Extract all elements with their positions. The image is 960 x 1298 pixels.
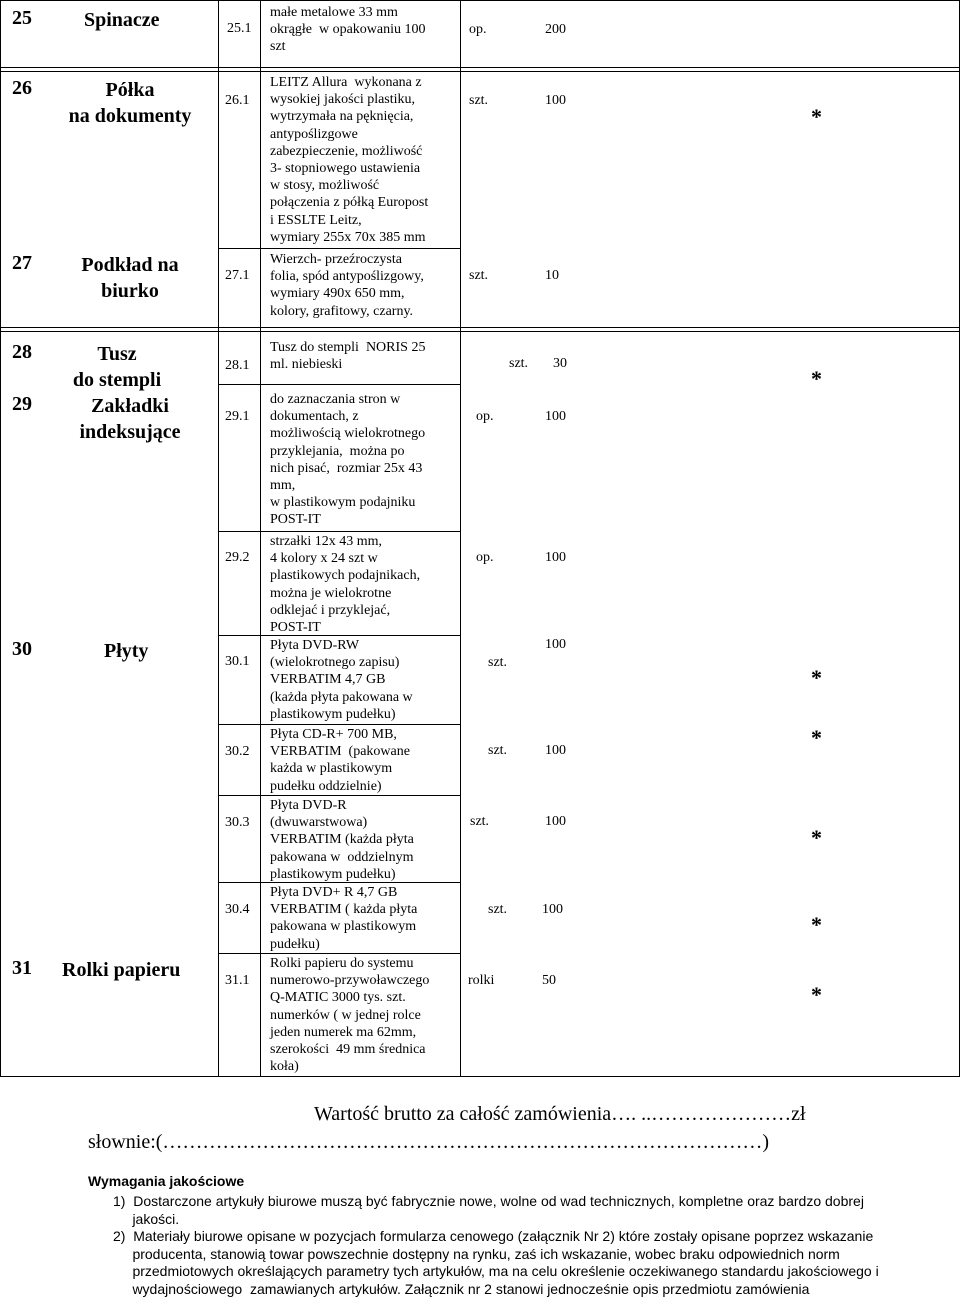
- item-name: Spinacze: [84, 9, 160, 31]
- total-in-words: słownie:(………………………………………………………………………………): [88, 1131, 770, 1153]
- item-index: 28.1: [225, 358, 250, 373]
- row-divider: [0, 67, 960, 68]
- item-name: Półka na dokumenty: [68, 79, 192, 127]
- asterisk-mark: *: [811, 912, 822, 937]
- item-description: Płyta DVD+ R 4,7 GB VERBATIM ( każda płyta pakowana w plastikowym pudełku): [270, 885, 418, 952]
- item-quantity: 100: [542, 902, 563, 917]
- item-description: małe metalowe 33 mm okrągłe w opakowaniu 100 szt: [270, 5, 426, 55]
- quality-requirements-heading: Wymagania jakościowe: [88, 1173, 245, 1189]
- item-name: Płyty: [104, 640, 149, 662]
- item-quantity: 100: [545, 743, 566, 758]
- item-description: do zaznaczania stron w dokumentach, z możliwością wielokrotnego przyklejania, można po nich pisać, rozmiar 25x 43 mm, w plastikowym podajniku POST-IT: [270, 392, 426, 528]
- item-unit: op.: [469, 22, 487, 37]
- item-description: Rolki papieru do systemu numerowo-przywoławczego Q-MATIC 3000 tys. szt. numerków ( w jednej rolce jeden numerek ma 62mm, szerokości 49 mm średnica koła): [270, 956, 430, 1075]
- item-unit: op.: [476, 409, 494, 424]
- item-index: 26.1: [225, 93, 250, 108]
- asterisk-mark: *: [811, 104, 822, 129]
- item-name: Tusz do stempli: [72, 343, 162, 391]
- item-quantity: 30: [553, 356, 567, 371]
- row-divider: [218, 531, 460, 532]
- item-index: 30.3: [225, 815, 250, 830]
- item-unit: op.: [476, 550, 494, 565]
- row-divider: [218, 384, 460, 385]
- item-unit: szt.: [469, 93, 489, 108]
- asterisk-mark: *: [811, 982, 822, 1007]
- table-border-top: [0, 0, 960, 1]
- item-description: Tusz do stempli NORIS 25 ml. niebieski: [270, 340, 426, 373]
- item-index: 30.2: [225, 744, 250, 759]
- column-divider: [260, 0, 261, 1077]
- quality-requirement-1: 1) Dostarczone artykuły biurowe muszą być fabrycznie nowe, wolne od wad technicznych, kompletne oraz bardzo dobrej jakości.: [113, 1193, 864, 1227]
- item-index: 29.2: [225, 550, 250, 565]
- item-number: 27: [12, 252, 32, 274]
- asterisk-mark: *: [811, 725, 822, 750]
- item-name: Podkład na biurko: [81, 254, 179, 302]
- item-number: 30: [12, 638, 32, 660]
- item-quantity: 100: [545, 93, 566, 108]
- item-index: 27.1: [225, 268, 250, 283]
- item-quantity: 50: [542, 973, 556, 988]
- item-description: Płyta DVD-RW (wielokrotnego zapisu) VERBATIM 4,7 GB (każda płyta pakowana w plastikowym pudełku): [270, 638, 413, 722]
- row-divider: [0, 71, 960, 72]
- item-quantity: 100: [545, 814, 566, 829]
- item-description: Wierzch- przeźroczysta folia, spód antypoślizgowy, wymiary 490x 650 mm, kolory, grafitowy, czarny.: [270, 252, 424, 319]
- item-unit: rolki: [468, 973, 495, 988]
- quality-requirement-2: 2) Materiały biurowe opisane w pozycjach formularza cenowego (załącznik Nr 2) które zostały opisane poprzez wskazanie producenta, stanowią towar powszechnie dostępny na rynku, zaś ich wskazanie, wobec braku odpowiednich norm przedmiotowych określających parametry tych artykułów, ma na celu określenie oczekiwanego standardu jakościowego i wydajnościowego zamawianych artykułów. Załącznik nr 2 stanowi jednocześnie opis przedmiotu zamówienia: [113, 1228, 879, 1297]
- item-quantity: 10: [545, 268, 559, 283]
- asterisk-mark: *: [811, 665, 822, 690]
- item-number: 29: [12, 393, 32, 415]
- row-divider: [0, 331, 960, 332]
- item-unit: szt.: [509, 356, 529, 371]
- item-number: 25: [12, 7, 32, 29]
- item-quantity: 100: [545, 550, 566, 565]
- item-number: 31: [12, 957, 32, 979]
- item-unit: szt.: [488, 902, 508, 917]
- row-divider: [0, 327, 960, 328]
- item-name: Rolki papieru: [62, 959, 181, 981]
- column-divider: [460, 0, 461, 1077]
- item-quantity: 100: [545, 637, 566, 652]
- item-unit: szt.: [488, 743, 508, 758]
- item-number: 26: [12, 77, 32, 99]
- asterisk-mark: *: [811, 366, 822, 391]
- row-divider: [218, 795, 460, 796]
- item-index: 29.1: [225, 409, 250, 424]
- item-unit: szt.: [488, 655, 508, 670]
- table-border-left: [0, 0, 1, 1077]
- item-index: 25.1: [227, 21, 252, 36]
- item-description: Płyta CD-R+ 700 MB, VERBATIM (pakowane każda w plastikowym pudełku oddzielnie): [270, 727, 410, 794]
- item-index: 31.1: [225, 973, 250, 988]
- item-description: LEITZ Allura wykonana z wysokiej jakości plastiku, wytrzymała na pęknięcia, antypoślizgowe zabezpieczenie, możliwość 3- stopniowego ustawienia w stosy, możliwość połączenia z półką Europost i ESSLTE Leitz, wymiary 255x 70x 385 mm: [270, 75, 429, 245]
- item-description: Płyta DVD-R (dwuwarstwowa) VERBATIM (każda płyta pakowana w oddzielnym plastikowym pudełku): [270, 798, 414, 882]
- row-divider: [218, 724, 460, 725]
- row-divider: [218, 248, 460, 249]
- item-unit: szt.: [470, 814, 490, 829]
- item-index: 30.1: [225, 654, 250, 669]
- total-gross-value: Wartość brutto za całość zamówienia…. ..…………………zł: [314, 1103, 806, 1125]
- table-border-bottom: [0, 1076, 960, 1077]
- item-unit: szt.: [469, 268, 489, 283]
- row-divider: [218, 953, 460, 954]
- item-quantity: 100: [545, 409, 566, 424]
- asterisk-mark: *: [811, 825, 822, 850]
- item-name: Zakładki indeksujące: [79, 395, 181, 443]
- item-index: 30.4: [225, 902, 250, 917]
- item-quantity: 200: [545, 22, 566, 37]
- column-divider: [218, 0, 219, 1077]
- item-number: 28: [12, 341, 32, 363]
- item-description: strzałki 12x 43 mm, 4 kolory x 24 szt w plastikowych podajnikach, można je wielokrotne odklejać i przyklejać, POST-IT: [270, 534, 421, 636]
